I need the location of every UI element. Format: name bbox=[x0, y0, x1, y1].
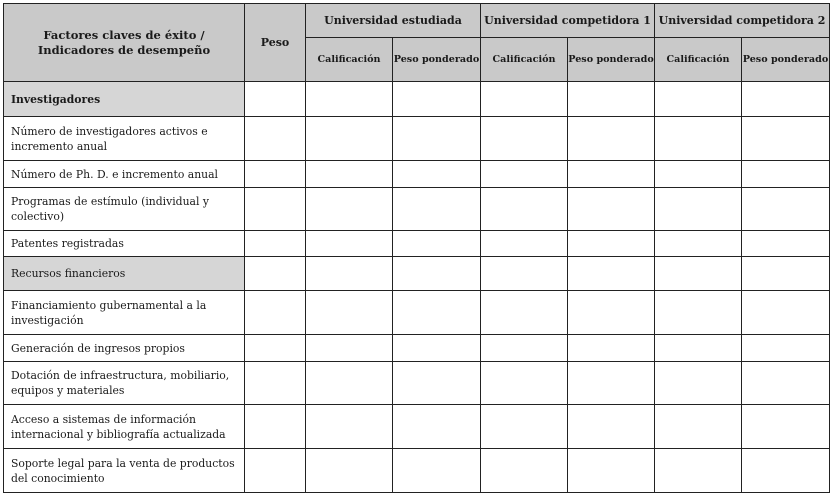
cell-calificacion[interactable] bbox=[655, 231, 742, 257]
row-label: Número de investigadores activos e incremento anual bbox=[4, 117, 245, 161]
cell-calificacion[interactable] bbox=[481, 161, 568, 188]
header-group-universidad-estudiada: Universidad estudiada bbox=[306, 4, 481, 38]
cell-calificacion[interactable] bbox=[655, 82, 742, 117]
evaluation-matrix-table bbox=[3, 3, 830, 493]
cell-peso[interactable] bbox=[245, 231, 306, 257]
table-row-section bbox=[4, 257, 830, 291]
table-row bbox=[4, 161, 830, 188]
row-label: Número de Ph. D. e incremento anual bbox=[4, 161, 245, 188]
cell-calificacion[interactable] bbox=[306, 335, 393, 362]
cell-calificacion[interactable] bbox=[481, 82, 568, 117]
cell-calificacion[interactable] bbox=[481, 291, 568, 335]
cell-calificacion[interactable] bbox=[306, 117, 393, 161]
cell-calificacion[interactable] bbox=[306, 82, 393, 117]
table-row bbox=[4, 449, 830, 493]
cell-peso-ponderado[interactable] bbox=[568, 117, 655, 161]
cell-calificacion[interactable] bbox=[306, 161, 393, 188]
cell-peso[interactable] bbox=[245, 405, 306, 449]
cell-calificacion[interactable] bbox=[481, 117, 568, 161]
cell-calificacion[interactable] bbox=[655, 188, 742, 231]
cell-peso[interactable] bbox=[245, 188, 306, 231]
cell-peso-ponderado[interactable] bbox=[568, 257, 655, 291]
cell-calificacion[interactable] bbox=[306, 405, 393, 449]
cell-peso-ponderado[interactable] bbox=[393, 257, 481, 291]
cell-peso-ponderado[interactable] bbox=[568, 82, 655, 117]
cell-peso-ponderado[interactable] bbox=[742, 188, 830, 231]
cell-peso[interactable] bbox=[245, 449, 306, 493]
cell-calificacion[interactable] bbox=[306, 257, 393, 291]
cell-peso[interactable] bbox=[245, 257, 306, 291]
table-row bbox=[4, 117, 830, 161]
cell-peso-ponderado[interactable] bbox=[393, 161, 481, 188]
cell-peso-ponderado[interactable] bbox=[393, 449, 481, 493]
table-row bbox=[4, 231, 830, 257]
row-label: Financiamiento gubernamental a la investigación bbox=[4, 291, 245, 335]
cell-calificacion[interactable] bbox=[655, 161, 742, 188]
cell-calificacion[interactable] bbox=[481, 362, 568, 405]
table-row bbox=[4, 362, 830, 405]
header-factors bbox=[4, 4, 245, 82]
cell-peso-ponderado[interactable] bbox=[568, 449, 655, 493]
header-group-competidora-2: Universidad competidora 2 bbox=[655, 4, 830, 38]
cell-calificacion[interactable] bbox=[481, 335, 568, 362]
cell-peso-ponderado[interactable] bbox=[393, 82, 481, 117]
cell-calificacion[interactable] bbox=[655, 362, 742, 405]
cell-peso-ponderado[interactable] bbox=[393, 362, 481, 405]
cell-peso-ponderado[interactable] bbox=[742, 231, 830, 257]
row-label: Programas de estímulo (individual y colectivo) bbox=[4, 188, 245, 231]
cell-peso-ponderado[interactable] bbox=[568, 335, 655, 362]
cell-peso-ponderado[interactable] bbox=[568, 405, 655, 449]
row-label: Patentes registradas bbox=[4, 231, 245, 257]
table-row-section bbox=[4, 82, 830, 117]
header-peso-ponderado: Peso ponderado bbox=[393, 38, 481, 82]
row-label: Dotación de infraestructura, mobiliario, equipos y materiales bbox=[4, 362, 245, 405]
cell-calificacion[interactable] bbox=[306, 188, 393, 231]
cell-calificacion[interactable] bbox=[306, 362, 393, 405]
cell-peso-ponderado[interactable] bbox=[393, 117, 481, 161]
cell-peso-ponderado[interactable] bbox=[742, 291, 830, 335]
section-label-investigadores: Investigadores bbox=[4, 82, 245, 117]
header-calificacion: Calificación bbox=[306, 38, 393, 82]
row-label: Soporte legal para la venta de productos del conocimiento bbox=[4, 449, 245, 493]
cell-calificacion[interactable] bbox=[481, 449, 568, 493]
cell-calificacion[interactable] bbox=[655, 117, 742, 161]
row-label: Acceso a sistemas de información internacional y bibliografía actualizada bbox=[4, 405, 245, 449]
header-factors-line2: Indicadores de desempeño bbox=[37, 42, 211, 57]
cell-peso-ponderado[interactable] bbox=[742, 335, 830, 362]
cell-peso-ponderado[interactable] bbox=[393, 188, 481, 231]
cell-peso-ponderado[interactable] bbox=[742, 362, 830, 405]
cell-calificacion[interactable] bbox=[655, 335, 742, 362]
cell-calificacion[interactable] bbox=[306, 449, 393, 493]
cell-calificacion[interactable] bbox=[481, 257, 568, 291]
cell-calificacion[interactable] bbox=[655, 291, 742, 335]
cell-peso-ponderado[interactable] bbox=[568, 291, 655, 335]
cell-calificacion[interactable] bbox=[655, 405, 742, 449]
header-calificacion: Calificación bbox=[481, 38, 568, 82]
cell-peso-ponderado[interactable] bbox=[393, 231, 481, 257]
row-label: Generación de ingresos propios bbox=[4, 335, 245, 362]
cell-calificacion[interactable] bbox=[306, 231, 393, 257]
cell-peso[interactable] bbox=[245, 82, 306, 117]
table-row bbox=[4, 405, 830, 449]
table-row bbox=[4, 335, 830, 362]
cell-calificacion[interactable] bbox=[306, 291, 393, 335]
cell-peso-ponderado[interactable] bbox=[568, 362, 655, 405]
cell-peso-ponderado[interactable] bbox=[742, 257, 830, 291]
cell-peso-ponderado[interactable] bbox=[742, 161, 830, 188]
table-row bbox=[4, 291, 830, 335]
cell-calificacion[interactable] bbox=[481, 188, 568, 231]
cell-peso-ponderado[interactable] bbox=[393, 405, 481, 449]
section-label-recursos-financieros: Recursos financieros bbox=[4, 257, 245, 291]
header-group-competidora-1: Universidad competidora 1 bbox=[481, 4, 655, 38]
header-peso-ponderado: Peso ponderado bbox=[568, 38, 655, 82]
cell-peso-ponderado[interactable] bbox=[568, 161, 655, 188]
cell-calificacion[interactable] bbox=[655, 257, 742, 291]
header-factors-line1: Factores claves de éxito / bbox=[43, 27, 205, 42]
cell-peso-ponderado[interactable] bbox=[568, 188, 655, 231]
cell-peso[interactable] bbox=[245, 161, 306, 188]
cell-peso[interactable] bbox=[245, 291, 306, 335]
cell-peso-ponderado[interactable] bbox=[742, 117, 830, 161]
header-weight: Peso bbox=[245, 4, 306, 82]
cell-peso-ponderado[interactable] bbox=[742, 405, 830, 449]
cell-calificacion[interactable] bbox=[481, 231, 568, 257]
header-peso-ponderado: Peso ponderado bbox=[742, 38, 830, 82]
cell-peso[interactable] bbox=[245, 362, 306, 405]
header-calificacion: Calificación bbox=[655, 38, 742, 82]
cell-peso[interactable] bbox=[245, 335, 306, 362]
cell-calificacion[interactable] bbox=[655, 449, 742, 493]
cell-peso[interactable] bbox=[245, 117, 306, 161]
table-body bbox=[4, 82, 830, 493]
cell-peso-ponderado[interactable] bbox=[568, 231, 655, 257]
cell-peso-ponderado[interactable] bbox=[742, 82, 830, 117]
cell-peso-ponderado[interactable] bbox=[393, 291, 481, 335]
cell-peso-ponderado[interactable] bbox=[742, 449, 830, 493]
cell-peso-ponderado[interactable] bbox=[393, 335, 481, 362]
cell-calificacion[interactable] bbox=[481, 405, 568, 449]
table-row bbox=[4, 188, 830, 231]
